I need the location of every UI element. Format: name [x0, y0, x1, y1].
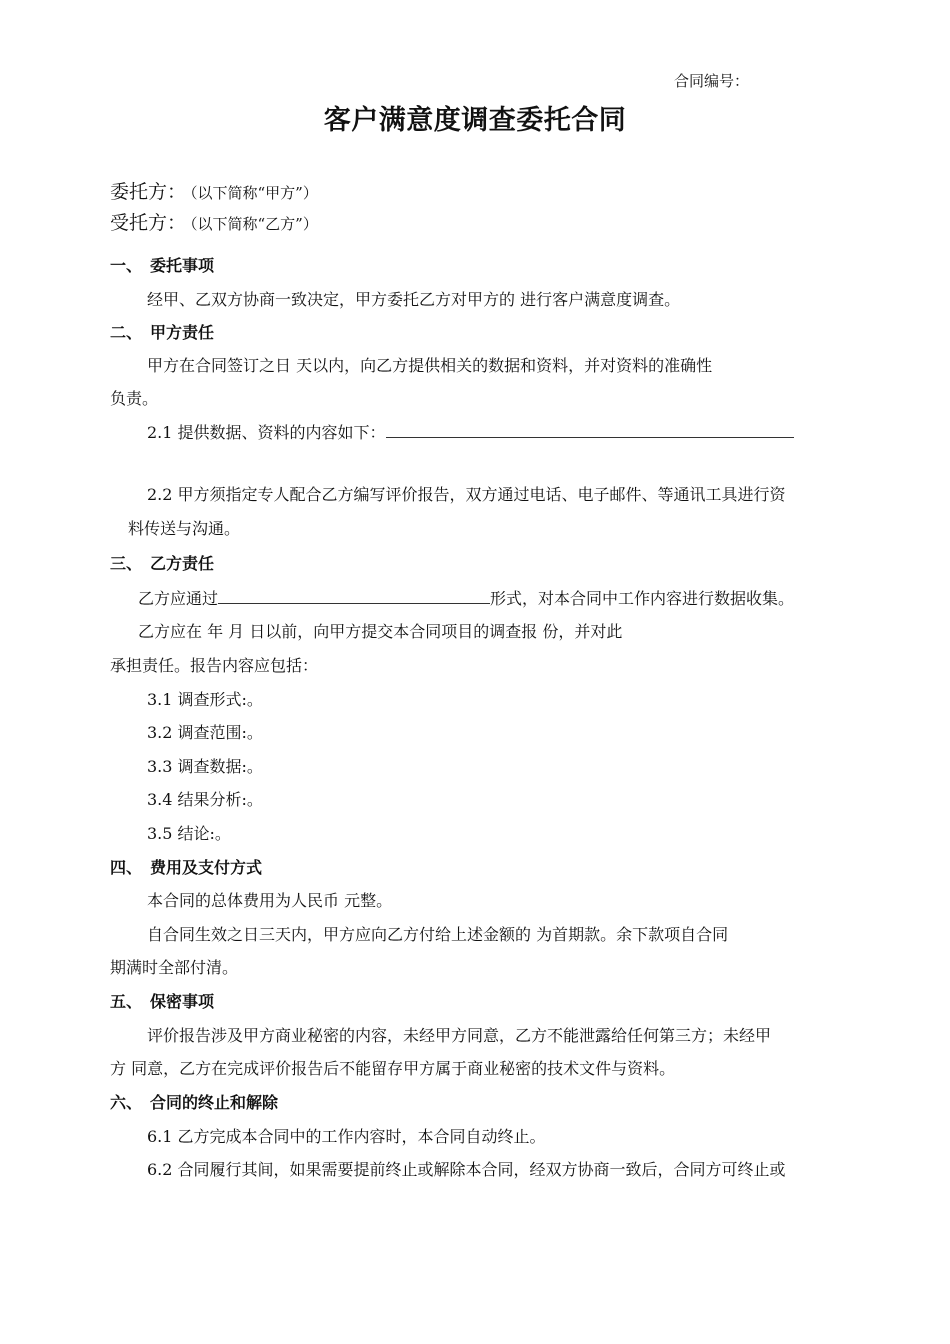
- section-3-paragraph-2b: 承担责任。报告内容应包括：: [110, 656, 319, 675]
- contractor-label: 受托方：: [110, 212, 187, 234]
- section-4-paragraph-2a: 自合同生效之日三天内，甲方应向乙方付给上述金额的 为首期款。余下款项自合同: [147, 925, 729, 944]
- section-5-paragraph-1a: 评价报告涉及甲方商业秘密的内容，未经甲方同意，乙方不能泄露给任何第三方；未经甲: [147, 1026, 772, 1045]
- section-2-paragraph-1b: 负责。: [110, 389, 159, 408]
- section-5-paragraph-1b: 方 同意，乙方在完成评价报告后不能留存甲方属于商业秘密的技术文件与资料。: [110, 1059, 676, 1078]
- section-3-paragraph-2a: 乙方应在 年 月 日以前，向甲方提交本合同项目的调查报 份，并对此: [138, 622, 623, 641]
- client-party-line: [110, 180, 318, 205]
- section-3-item-3-3: 3.3 调查数据:。: [147, 757, 263, 776]
- contractor-party-line: [110, 211, 318, 236]
- document-title: 客户满意度调查委托合同: [323, 105, 627, 136]
- section-1-paragraph: 经甲、乙双方协商一致决定，甲方委托乙方对甲方的 进行客户满意度调查。: [147, 290, 681, 309]
- section-2-item-2-2b: 料传送与沟通。: [128, 519, 241, 538]
- section-6-item-6-1: 6.1 乙方完成本合同中的工作内容时，本合同自动终止。: [147, 1127, 546, 1146]
- section-4-paragraph-1: 本合同的总体费用为人民币 元整。: [147, 891, 393, 910]
- section-3-item-3-1: 3.1 调查形式:。: [147, 690, 263, 709]
- client-note: （以下简称“甲方”）: [190, 184, 318, 202]
- section-3-item-3-5: 3.5 结论:。: [147, 824, 231, 843]
- section-1-heading: 一、 委托事项: [110, 256, 215, 275]
- data-content-blank: [386, 423, 794, 438]
- contractor-note: （以下简称“乙方”）: [190, 215, 318, 233]
- section-3-heading: 三、 乙方责任: [110, 554, 215, 573]
- collection-form-blank: [218, 589, 490, 604]
- section-2-paragraph-1a: 甲方在合同签订之日 天以内，向乙方提供相关的数据和资料，并对资料的准确性: [147, 356, 713, 375]
- section-3-paragraph-1: 乙方应通过 形式，对本合同中工作内容进行数据收集。: [138, 589, 795, 608]
- client-label: 委托方：: [110, 181, 187, 203]
- section-2-item-2-1: 2.1 提供数据、资料的内容如下：: [147, 423, 794, 443]
- section-3-item-3-4: 3.4 结果分析:。: [147, 790, 263, 809]
- section-2-heading: 二、 甲方责任: [110, 323, 215, 342]
- section-4-paragraph-2b: 期满时全部付清。: [110, 958, 239, 977]
- section-5-heading: 五、 保密事项: [110, 992, 215, 1011]
- section-3-item-3-2: 3.2 调查范围:。: [147, 723, 263, 742]
- section-6-heading: 六、 合同的终止和解除: [110, 1093, 279, 1112]
- section-2-item-2-2a: 2.2 甲方须指定专人配合乙方编写评价报告，双方通过电话、电子邮件、等通讯工具进行资: [147, 485, 786, 504]
- section-4-heading: 四、 费用及支付方式: [110, 858, 263, 877]
- contract-number-label: 合同编号：: [674, 72, 750, 90]
- section-6-item-6-2: 6.2 合同履行其间，如果需要提前终止或解除本合同，经双方协商一致后，合同方可终止或: [147, 1160, 786, 1179]
